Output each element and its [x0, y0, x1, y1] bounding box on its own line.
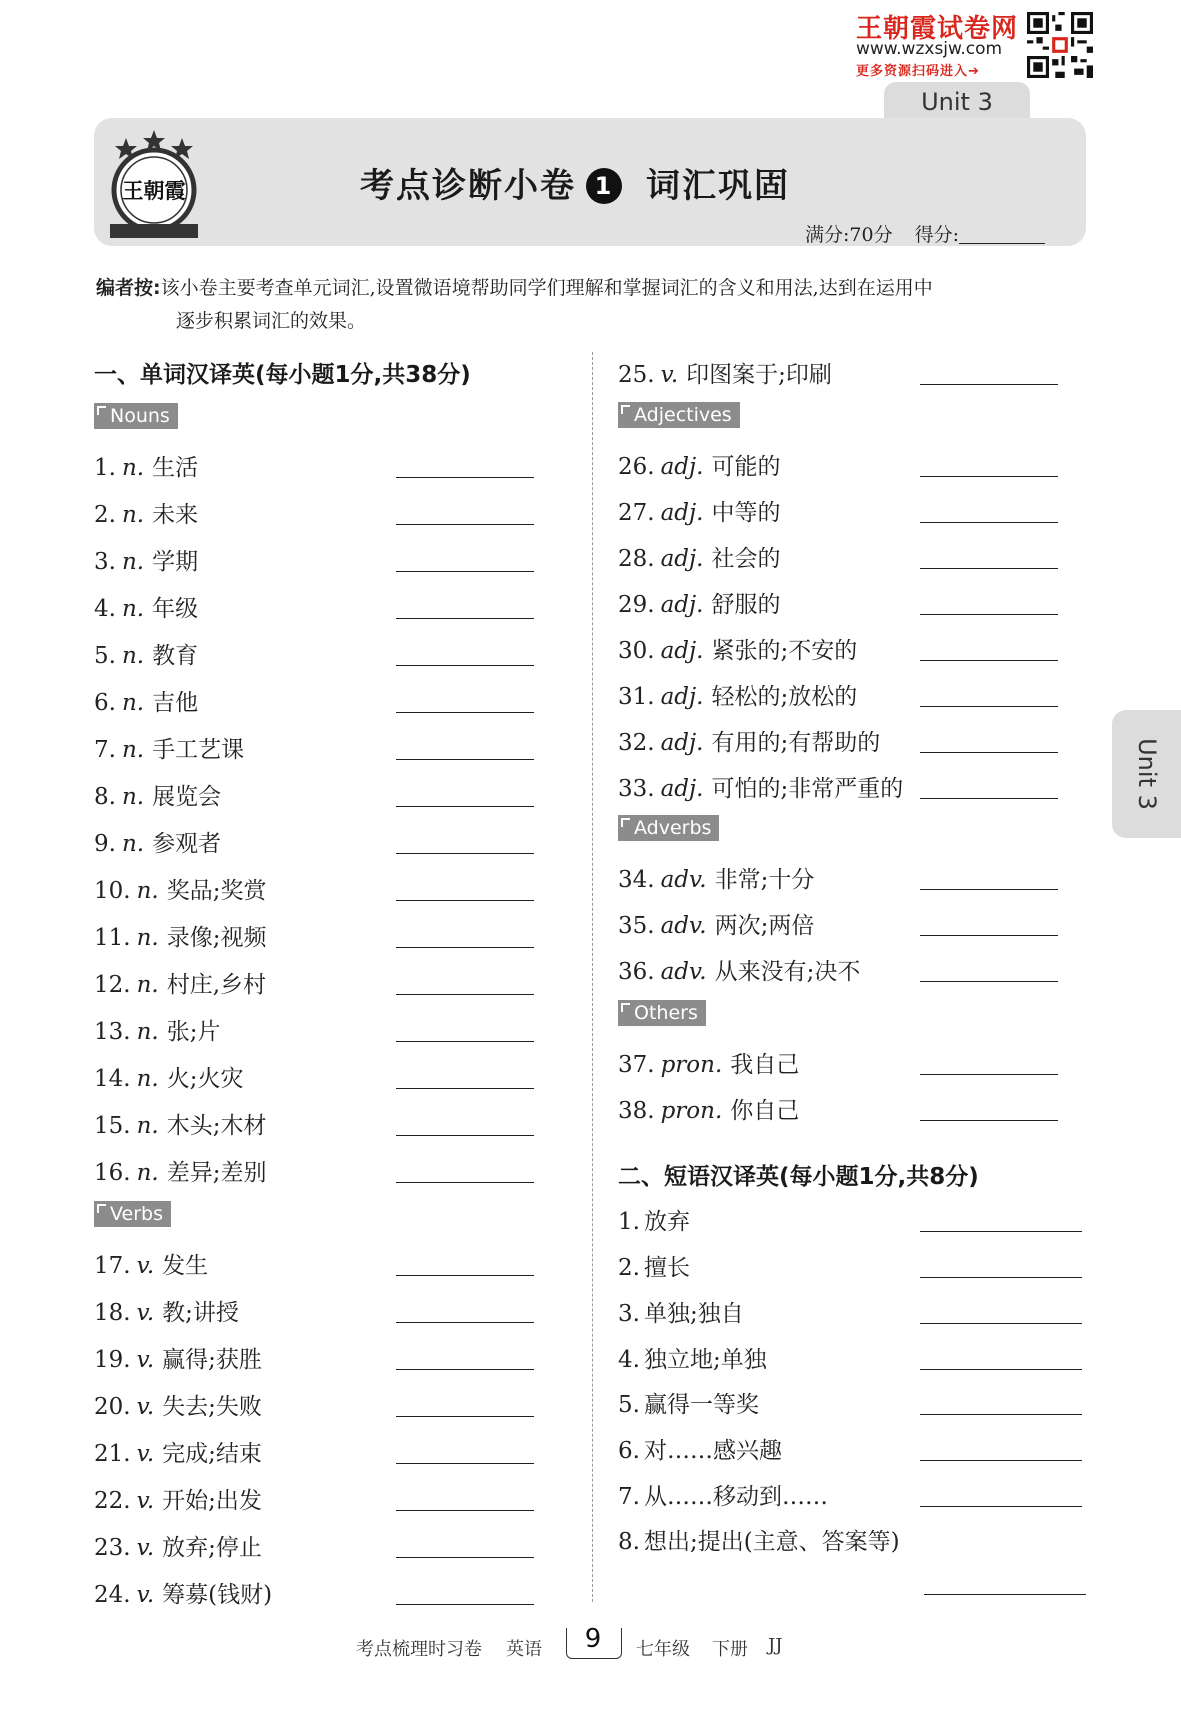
answer-blank[interactable]	[920, 1277, 1082, 1278]
part-of-speech: n.	[121, 596, 145, 622]
chinese-meaning: 教;讲授	[162, 1300, 239, 1326]
qr-code-icon[interactable]	[1027, 12, 1093, 78]
part-of-speech: v.	[136, 1347, 155, 1373]
answer-blank[interactable]	[396, 1416, 534, 1417]
item-number: 18.	[94, 1300, 131, 1326]
vocab-item-22	[94, 1482, 262, 1515]
chinese-meaning: 赢得;获胜	[162, 1347, 262, 1373]
answer-blank[interactable]	[396, 524, 534, 525]
item-number: 7.	[94, 737, 116, 763]
part-of-speech: n.	[121, 690, 145, 716]
vocab-item-7	[94, 731, 244, 764]
side-unit-label-wrap	[1112, 710, 1181, 838]
part-of-speech: v.	[136, 1535, 155, 1561]
unit-tab-label: Unit 3	[921, 88, 993, 116]
phrase-item-4	[618, 1341, 767, 1374]
item-number: 5.	[94, 643, 116, 669]
footer-edition: JJ	[768, 1635, 783, 1656]
item-number: 1.	[94, 455, 116, 481]
vocab-item-38	[618, 1092, 799, 1125]
chinese-phrase: 放弃	[643, 1209, 690, 1235]
part-of-speech: adj.	[660, 684, 704, 710]
item-number: 6.	[618, 1438, 640, 1464]
part-of-speech: n.	[121, 549, 145, 575]
chinese-meaning: 开始;出发	[162, 1488, 262, 1514]
chinese-meaning: 火;火灾	[166, 1066, 244, 1092]
title-right: 词汇巩固	[646, 166, 790, 206]
part-of-speech: adv.	[660, 867, 707, 893]
item-number: 23.	[94, 1535, 131, 1561]
category-verbs: Verbs	[94, 1201, 171, 1227]
chinese-meaning: 生活	[152, 455, 199, 481]
part-of-speech: adj.	[660, 730, 704, 756]
vocab-item-15	[94, 1107, 266, 1140]
footer-grade: 七年级	[636, 1639, 690, 1660]
vocab-item-2	[94, 496, 198, 529]
part-of-speech: v.	[136, 1300, 155, 1326]
side-unit-label: Unit 3	[1132, 738, 1161, 810]
answer-blank[interactable]	[396, 994, 534, 995]
vocab-item-23	[94, 1529, 262, 1562]
score-blank[interactable]	[959, 227, 1045, 244]
chinese-meaning: 未来	[152, 502, 199, 528]
vocab-item-26	[618, 448, 780, 481]
brand-url[interactable]: www.wzxsjw.com	[856, 39, 1003, 59]
chinese-meaning: 学期	[152, 549, 199, 575]
item-number: 9.	[94, 831, 116, 857]
item-number: 28.	[618, 546, 655, 572]
part-of-speech: n.	[121, 737, 145, 763]
item-number: 19.	[94, 1347, 131, 1373]
chinese-phrase: 赢得一等奖	[643, 1392, 759, 1418]
answer-blank[interactable]	[396, 665, 534, 666]
note-label: 编者按:	[96, 277, 161, 299]
full-score: 满分:70分	[805, 224, 893, 246]
chinese-meaning: 失去;失败	[162, 1394, 262, 1420]
category-adjectives: Adjectives	[618, 402, 740, 428]
item-number: 4.	[94, 596, 116, 622]
item-number: 11.	[94, 925, 131, 951]
item-number: 15.	[94, 1113, 131, 1139]
answer-blank[interactable]	[920, 935, 1058, 936]
phrase-item-5	[618, 1386, 759, 1419]
answer-blank[interactable]	[920, 981, 1058, 982]
chinese-meaning: 教育	[152, 643, 199, 669]
answer-blank[interactable]	[920, 476, 1058, 477]
column-divider	[592, 352, 593, 1602]
item-number: 33.	[618, 776, 655, 802]
chinese-meaning: 展览会	[152, 784, 222, 810]
page-number: 9	[584, 1624, 602, 1654]
answer-blank[interactable]	[396, 618, 534, 619]
vocab-item-36	[618, 953, 860, 986]
item-number: 25.	[618, 362, 655, 388]
part-of-speech: v.	[660, 362, 679, 388]
vocab-item-3	[94, 543, 198, 576]
vocab-item-18	[94, 1294, 239, 1327]
part-of-speech: pron.	[660, 1052, 723, 1078]
answer-blank[interactable]	[396, 1604, 534, 1605]
item-number: 13.	[94, 1019, 131, 1045]
footer-volume: 下册	[712, 1639, 748, 1660]
chinese-meaning: 轻松的;放松的	[711, 684, 858, 710]
item-number: 3.	[94, 549, 116, 575]
answer-blank[interactable]	[920, 1323, 1082, 1324]
item-number: 6.	[94, 690, 116, 716]
chinese-meaning: 参观者	[152, 831, 222, 857]
phrase-item-2	[618, 1249, 690, 1282]
phrase-item-7	[618, 1478, 828, 1511]
part-of-speech: v.	[136, 1253, 155, 1279]
chinese-meaning: 发生	[162, 1253, 209, 1279]
footer-subject: 英语	[506, 1639, 542, 1660]
vocab-item-24	[94, 1576, 272, 1609]
item-number: 14.	[94, 1066, 131, 1092]
chinese-phrase: 擅长	[643, 1255, 690, 1281]
chinese-meaning: 奖品;奖赏	[166, 878, 267, 904]
answer-blank[interactable]	[396, 1369, 534, 1370]
part-of-speech: pron.	[660, 1098, 723, 1124]
answer-blank[interactable]	[920, 706, 1058, 707]
item-number: 36.	[618, 959, 655, 985]
vocab-item-6	[94, 684, 198, 717]
chinese-meaning: 吉他	[152, 690, 199, 716]
item-number: 1.	[618, 1209, 640, 1235]
item-number: 31.	[618, 684, 655, 710]
part-of-speech: adj.	[660, 454, 704, 480]
answer-blank[interactable]	[396, 1088, 534, 1089]
item-number: 24.	[94, 1582, 131, 1608]
answer-blank[interactable]	[396, 759, 534, 760]
part-of-speech: n.	[136, 1113, 159, 1139]
section1-title: 一、单词汉译英(每小题1分,共38分)	[94, 362, 471, 388]
item-number: 27.	[618, 500, 655, 526]
part-of-speech: adj.	[660, 776, 704, 802]
vocab-item-10	[94, 872, 266, 905]
chinese-meaning: 舒服的	[711, 592, 781, 618]
answer-blank[interactable]	[396, 1510, 534, 1511]
answer-blank[interactable]	[920, 614, 1058, 615]
item-number: 7.	[618, 1484, 640, 1510]
chinese-meaning: 村庄,乡村	[166, 972, 267, 998]
item-number: 2.	[94, 502, 116, 528]
chinese-meaning: 我自己	[730, 1052, 800, 1078]
answer-blank[interactable]	[920, 1414, 1082, 1415]
chinese-meaning: 完成;结束	[162, 1441, 262, 1467]
item-number: 17.	[94, 1253, 131, 1279]
chinese-meaning: 录像;视频	[166, 925, 267, 951]
answer-blank[interactable]	[920, 568, 1058, 569]
answer-blank[interactable]	[396, 1182, 534, 1183]
item-number: 16.	[94, 1160, 131, 1186]
vocab-item-5	[94, 637, 198, 670]
chinese-phrase: 想出;提出(主意、答案等)	[643, 1529, 900, 1555]
part-of-speech: n.	[136, 1066, 159, 1092]
chinese-meaning: 可能的	[711, 454, 781, 480]
part-of-speech: n.	[136, 1019, 159, 1045]
vocab-item-17	[94, 1247, 208, 1280]
category-nouns: Nouns	[94, 403, 178, 429]
chinese-phrase: 对……感兴趣	[643, 1438, 782, 1464]
chinese-meaning: 张;片	[166, 1019, 221, 1045]
part-of-speech: v.	[136, 1441, 155, 1467]
vocab-item-33	[618, 770, 903, 803]
chinese-meaning: 社会的	[711, 546, 781, 572]
chinese-meaning: 中等的	[711, 500, 781, 526]
answer-blank[interactable]	[920, 522, 1058, 523]
vocab-item-12	[94, 966, 266, 999]
answer-blank[interactable]	[396, 1275, 534, 1276]
answer-blank[interactable]	[396, 1463, 534, 1464]
vocab-item-14	[94, 1060, 243, 1093]
item-number: 35.	[618, 913, 655, 939]
answer-blank[interactable]	[396, 1557, 534, 1558]
vocab-item-20	[94, 1388, 262, 1421]
chinese-meaning: 年级	[152, 596, 199, 622]
item-number: 4.	[618, 1347, 640, 1373]
answer-blank[interactable]	[396, 571, 534, 572]
brand-name: 王朝霞试卷网	[856, 14, 1019, 44]
chinese-meaning: 手工艺课	[152, 737, 245, 763]
footer-book: 考点梳理时习卷	[356, 1639, 482, 1660]
vocab-item-19	[94, 1341, 262, 1374]
vocab-item-9	[94, 825, 221, 858]
part-of-speech: n.	[136, 925, 159, 951]
chinese-phrase: 单独;独自	[643, 1301, 744, 1327]
note-line2: 逐步积累词汇的效果。	[176, 310, 367, 332]
answer-blank[interactable]	[920, 660, 1058, 661]
chinese-meaning: 筹募(钱财)	[162, 1582, 273, 1608]
phrase-item-8	[618, 1523, 900, 1556]
answer-blank[interactable]	[396, 806, 534, 807]
part-of-speech: adj.	[660, 500, 704, 526]
answer-blank[interactable]	[920, 1231, 1082, 1232]
chinese-meaning: 有用的;有帮助的	[711, 730, 881, 756]
paper-title	[360, 158, 790, 207]
vocab-item-31	[618, 678, 857, 711]
answer-blank[interactable]	[920, 1369, 1082, 1370]
vocab-item-27	[618, 494, 780, 527]
vocab-item-37	[618, 1046, 799, 1079]
vocab-item-13	[94, 1013, 220, 1046]
part-of-speech: adv.	[660, 959, 707, 985]
editor-note	[96, 272, 1086, 338]
chinese-meaning: 木头;木材	[166, 1113, 267, 1139]
answer-blank[interactable]	[396, 900, 534, 901]
item-number: 8.	[94, 784, 116, 810]
title-left: 考点诊断小卷	[360, 166, 576, 206]
vocab-item-8	[94, 778, 221, 811]
title-number-badge: 1	[586, 168, 622, 204]
part-of-speech: adj.	[660, 546, 704, 572]
part-of-speech: v.	[136, 1394, 155, 1420]
answer-blank[interactable]	[920, 1506, 1082, 1507]
answer-blank[interactable]	[924, 1594, 1086, 1595]
answer-blank[interactable]	[920, 752, 1058, 753]
part-of-speech: n.	[121, 455, 145, 481]
vocab-item-34	[618, 861, 814, 894]
chinese-phrase: 从……移动到……	[643, 1484, 828, 1510]
answer-blank[interactable]	[920, 1120, 1058, 1121]
item-number: 5.	[618, 1392, 640, 1418]
answer-blank[interactable]	[396, 1041, 534, 1042]
score-line	[805, 220, 1045, 247]
brand-logo-icon	[104, 128, 204, 240]
item-number: 12.	[94, 972, 131, 998]
vocab-item-4	[94, 590, 198, 623]
answer-blank[interactable]	[920, 384, 1058, 385]
chinese-meaning: 从来没有;决不	[714, 959, 861, 985]
phrase-item-3	[618, 1295, 744, 1328]
chinese-meaning: 放弃;停止	[162, 1535, 262, 1561]
item-number: 8.	[618, 1529, 640, 1555]
item-number: 30.	[618, 638, 655, 664]
score-label: 得分:	[914, 224, 959, 246]
answer-blank[interactable]	[396, 947, 534, 948]
category-adverbs: Adverbs	[618, 815, 719, 841]
note-line1: 该小卷主要考查单元词汇,设置微语境帮助同学们理解和掌握词汇的含义和用法,达到在运用中	[160, 277, 933, 299]
vocab-item-30	[618, 632, 857, 665]
vocab-item-28	[618, 540, 780, 573]
chinese-meaning: 紧张的;不安的	[711, 638, 858, 664]
vocab-item-29	[618, 586, 780, 619]
part-of-speech: v.	[136, 1488, 155, 1514]
item-number: 37.	[618, 1052, 655, 1078]
item-number: 32.	[618, 730, 655, 756]
answer-blank[interactable]	[396, 853, 534, 854]
vocab-item-25	[618, 356, 832, 389]
brand-tip: 更多资源扫码进入➔	[856, 64, 980, 79]
chinese-meaning: 印图案于;印刷	[686, 362, 832, 388]
vocab-item-35	[618, 907, 814, 940]
section2-title: 二、短语汉译英(每小题1分,共8分)	[618, 1164, 979, 1190]
answer-blank[interactable]	[920, 1460, 1082, 1461]
phrase-item-6	[618, 1432, 782, 1465]
item-number: 34.	[618, 867, 655, 893]
answer-blank[interactable]	[396, 1322, 534, 1323]
part-of-speech: adv.	[660, 913, 707, 939]
part-of-speech: n.	[136, 1160, 159, 1186]
chinese-meaning: 可怕的;非常严重的	[711, 776, 904, 802]
vocab-item-11	[94, 919, 266, 952]
phrase-item-1	[618, 1203, 690, 1236]
item-number: 3.	[618, 1301, 640, 1327]
vocab-item-16	[94, 1154, 266, 1187]
answer-blank[interactable]	[920, 889, 1058, 890]
answer-blank[interactable]	[920, 1074, 1058, 1075]
vocab-item-32	[618, 724, 880, 757]
chinese-meaning: 非常;十分	[714, 867, 815, 893]
part-of-speech: n.	[121, 831, 145, 857]
item-number: 38.	[618, 1098, 655, 1124]
answer-blank[interactable]	[396, 712, 534, 713]
vocab-item-21	[94, 1435, 262, 1468]
answer-blank[interactable]	[396, 477, 534, 478]
part-of-speech: n.	[121, 643, 145, 669]
item-number: 22.	[94, 1488, 131, 1514]
item-number: 29.	[618, 592, 655, 618]
chinese-meaning: 你自己	[730, 1098, 800, 1124]
part-of-speech: adj.	[660, 592, 704, 618]
part-of-speech: v.	[136, 1582, 155, 1608]
item-number: 20.	[94, 1394, 131, 1420]
answer-blank[interactable]	[920, 798, 1058, 799]
chinese-phrase: 独立地;单独	[643, 1347, 767, 1373]
part-of-speech: n.	[121, 784, 145, 810]
answer-blank[interactable]	[396, 1135, 534, 1136]
chinese-meaning: 差异;差别	[166, 1160, 267, 1186]
item-number: 2.	[618, 1255, 640, 1281]
part-of-speech: n.	[121, 502, 145, 528]
part-of-speech: n.	[136, 878, 159, 904]
chinese-meaning: 两次;两倍	[714, 913, 815, 939]
svg-text:王朝霞: 王朝霞	[122, 178, 186, 203]
item-number: 10.	[94, 878, 131, 904]
category-others: Others	[618, 1000, 706, 1026]
part-of-speech: n.	[136, 972, 159, 998]
item-number: 21.	[94, 1441, 131, 1467]
item-number: 26.	[618, 454, 655, 480]
vocab-item-1	[94, 449, 198, 482]
part-of-speech: adj.	[660, 638, 704, 664]
